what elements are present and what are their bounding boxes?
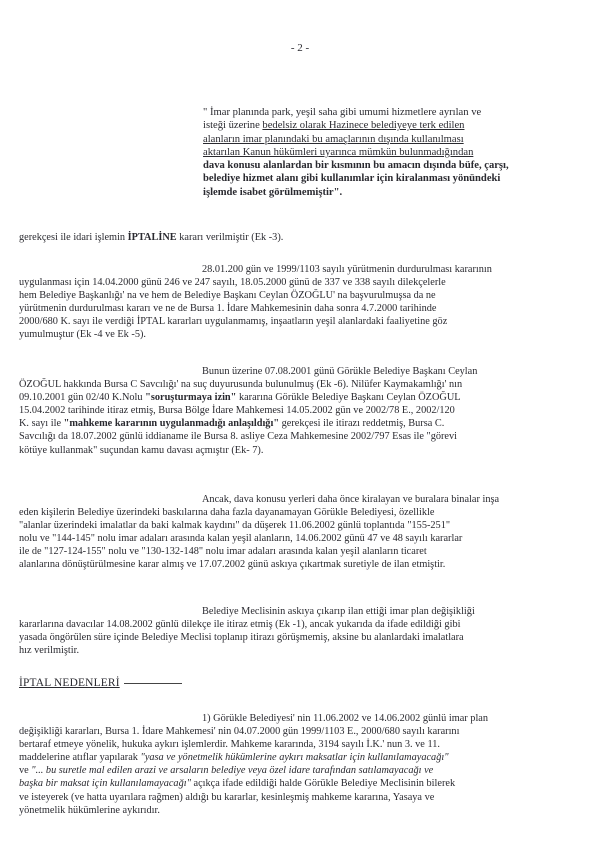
paragraph-line: 1) Görükle Belediyesi' nin 11.06.2002 ve 14.06.2002 günlü imar plan bbox=[202, 713, 489, 724]
paragraph-line: ve "... bu suretle mal edilen arazi ve arsaların belediye veya özel idare tarafından satılamayacağı ve bbox=[19, 765, 434, 777]
paragraph-reason-1 bbox=[19, 712, 581, 817]
quote-line: isteği üzerine bedelsiz olarak Hazinece belediyeye terk edilen bbox=[203, 120, 465, 132]
paragraph-line: Bunun üzerine 07.08.2001 günü Görükle Belediye Başkanı Ceylan bbox=[202, 366, 478, 377]
quote-line: dava konusu alanlardan bir kısmının bu amacın dışında büfe, çarşı, bbox=[203, 160, 509, 172]
paragraph-line: "alanlar üzerindeki imalatlar da baki kalmak kaydını" da düşerek 11.06.2002 günlü toplantıda "155-251" bbox=[19, 520, 451, 532]
paragraph-line: hem Belediye Başkanlığı' na ve hem de Belediye Başkanı Ceylan ÖZOĞLU' na başvurulmuşsa da ne bbox=[19, 290, 436, 302]
paragraph-line: 15.04.2002 tarihinde itiraz etmiş, Bursa Bölge İdare Mahkemesi 14.05.2002 gün ve 2002/78 E., 2002/120 bbox=[19, 405, 455, 417]
quote-line: işlemde isabet görülmemiştir". bbox=[203, 186, 343, 198]
paragraph-line: başka bir maksat için kullanılamayacağı" açıkça ifade edildiği halde Görükle Belediye Meclisinin bilerek bbox=[19, 778, 456, 790]
paragraph-line: K. sayı ile "mahkeme kararının uygulanmadığı anlaşıldığı" gerekçesi ile itirazı reddetmiş, Bursa C. bbox=[19, 418, 445, 430]
paragraph-objection bbox=[19, 605, 581, 657]
iptal-keyword: İPTALİNE bbox=[127, 232, 177, 243]
paragraph-line: ÖZOĞUL hakkında Bursa C Savcılığı' na suç duyurusunda bulunulmuş (Ek -6). Nilüfer Kaymakamlığı' nın bbox=[19, 379, 463, 391]
paragraph-line: ve isteyerek (ve hatta uyarılara rağmen) aldığı bu kararlar, kesinleşmiş mahkeme kararına, Yasaya ve bbox=[19, 791, 435, 803]
section-heading: İPTAL NEDENLERİ bbox=[19, 677, 182, 689]
page-number: - 2 - bbox=[290, 42, 310, 54]
paragraph-line: kararlarına davacılar 14.08.2002 günlü dilekçe ile itiraz etmiş (Ek -1), ancak yukarıda da ifade edildiği gibi bbox=[19, 619, 461, 631]
paragraph-line: 09.10.2001 gün 02/40 K.Nolu "soruşturmaya izin" kararına Görükle Belediye Başkanı Ceylan ÖZOĞUL bbox=[19, 392, 461, 404]
paragraph-line: yönetmelik hükümlerine aykırıdır. bbox=[19, 804, 160, 816]
paragraph-line: değişikliği kararları, Bursa 1. İdare Mahkemesi' nin 04.07.2000 gün 1999/1103 E., 2000/680 sayılı kararını bbox=[19, 726, 460, 738]
quote-line: belediye hizmet alanı gibi kullanımlar için kiralanması yönündeki bbox=[203, 173, 501, 185]
paragraph-line: Ancak, dava konusu yerleri daha önce kiralayan ve buralara binalar inşa bbox=[202, 494, 500, 505]
paragraph-line: uygulanması için 14.04.2000 günü 246 ve 247 sayılı, 18.05.2000 günü de 337 ve 338 sayılı dilekçelerle bbox=[19, 277, 446, 289]
quote-line: aktarılan Kanun hükümleri uyarınca mümkün bulunmadığından bbox=[203, 146, 474, 158]
quote-line: " İmar planında park, yeşil saha gibi umumi hizmetlere ayrılan ve bbox=[203, 107, 482, 118]
paragraph-line: ile de "127-124-155" nolu ve "130-132-148" nolu imar adaları arasında kalan yeşil alanların ticaret bbox=[19, 546, 427, 558]
paragraph-line: maddelerine atıflar yapılarak "yasa ve yönetmelik hükümlerine aykırı maksatlar için kullanılamayacağı" bbox=[19, 752, 449, 764]
paragraph-line: Belediye Meclisinin askıya çıkarıp ilan ettiği imar plan değişikliği bbox=[202, 606, 475, 617]
quote-line: alanların imar planındaki bu amaçlarının dışında kullanılması bbox=[203, 133, 464, 145]
paragraph-plan-change bbox=[19, 493, 581, 572]
paragraph-enforcement bbox=[19, 263, 581, 342]
paragraph-line: nolu ve "144-145" nolu imar adaları arasında kalan yeşil alanların, 14.06.2002 günü 47 ve 48 sayılı kararlar bbox=[19, 533, 463, 545]
paragraph-line: yasada öngörülen süre içinde Belediye Meclisi toplanıp itirazı görüşmemiş, aksine bu alanlardaki imalatlara bbox=[19, 632, 464, 644]
paragraph-line: eden kişilerin Belediye üzerindeki baskılarına daha fazla dayanamayan Görükle Belediyesi, özellikle bbox=[19, 507, 435, 519]
heading-rule bbox=[124, 683, 182, 684]
paragraph-line: bertaraf etmeye yönelik, hukuka aykırı işlemlerdir. Mahkeme kararında, 3194 sayılı İ.K.' nun 3. ve 11. bbox=[19, 739, 440, 751]
conclusion-line: gerekçesi ile idari işlemin İPTALİNE kararı verilmiştir (Ek -3). bbox=[19, 232, 284, 243]
paragraph-complaint bbox=[19, 365, 581, 457]
paragraph-line: 2000/680 K. sayı ile verdiği İPTAL kararları uygulanmamış, inşaatların yeşil alanlardaki faaliyetine göz bbox=[19, 316, 448, 328]
paragraph-line: yürütmenin durdurulması kararı ve ne de Bursa 1. İdare Mahkemesinin daha sonra 4.7.2000 tarihinde bbox=[19, 303, 437, 315]
paragraph-line: Savcılığı da 18.07.2002 günlü iddianame ile Bursa 8. asliye Ceza Mahkemesine 2002/797 Esas ile "görevi bbox=[19, 431, 458, 443]
quoted-court-excerpt bbox=[203, 106, 577, 199]
paragraph-line: yumulmuştur (Ek -4 ve Ek -5). bbox=[19, 329, 146, 341]
paragraph-line: kötüye kullanmak" suçundan kamu davası açmıştır (Ek- 7). bbox=[19, 444, 264, 456]
paragraph-line: alanlarına dönüştürülmesine karar almış ve 17.07.2002 günü askıya çıkartmak suretiyle de ilan etmiştir. bbox=[19, 559, 446, 571]
paragraph-line: 28.01.200 gün ve 1999/1103 sayılı yürütmenin durdurulması kararının bbox=[202, 264, 492, 275]
paragraph-line: hız verilmiştir. bbox=[19, 645, 80, 657]
